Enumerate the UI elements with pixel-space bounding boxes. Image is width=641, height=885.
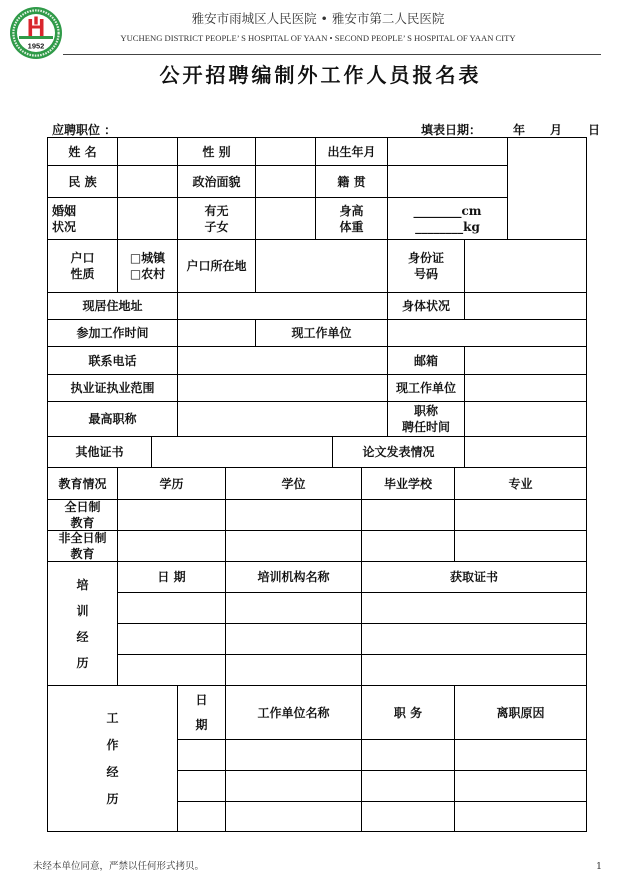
training-cell [362,593,587,624]
hukou-type-label: 户口 性质 [48,240,118,293]
marital-status-label: 婚姻 状况 [48,198,118,240]
full-time-education-label: 全日制 教育 [48,500,118,531]
logo-year: 1952 [27,41,45,51]
education-cell [362,500,455,531]
native-place-field [388,166,508,198]
work-cell [226,802,362,832]
position-label: 应聘职位 ： [52,123,117,137]
papers-field [465,437,587,468]
title-date-label: 职称 聘任时间 [388,402,465,437]
other-certs-label: 其他证书 [48,437,152,468]
training-cell [362,624,587,655]
education-label: 教育情况 [48,468,118,500]
work-cell [226,771,362,802]
name-label: 姓 名 [48,138,118,166]
top-title-field [178,402,388,437]
training-cell [118,593,226,624]
health-field [465,293,587,320]
hospital-name-chinese: 雅安市雨城区人民医院 • 雅安市第二人民医院 [191,11,445,26]
birth-date-label: 出生年月 [316,138,388,166]
education-cell [118,531,226,562]
training-cell [118,624,226,655]
children-field [256,198,316,240]
id-number-field [465,240,587,293]
application-form-table [47,137,587,832]
month-label: 月 [550,123,563,137]
education-col-school: 毕业学校 [362,468,455,500]
education-cell [455,500,587,531]
work-cell [455,771,587,802]
page-number: 1 [596,861,603,872]
phone-field [178,347,388,375]
work-start-label: 参加工作时间 [48,320,178,347]
training-cell [118,655,226,686]
training-cell [226,593,362,624]
height-weight-label: 身高 体重 [316,198,388,240]
hukou-location-label: 户口所在地 [178,240,256,293]
work-cell [178,740,226,771]
year-label: 年 [513,123,526,137]
ethnicity-label: 民 族 [48,166,118,198]
phone-label: 联系电话 [48,347,178,375]
email-field [465,347,587,375]
gender-field [256,138,316,166]
health-label: 身体状况 [388,293,465,320]
training-cell [226,624,362,655]
header-divider [63,54,601,55]
work-cell [362,740,455,771]
gender-label: 性 别 [178,138,256,166]
training-col-date: 日 期 [118,562,226,593]
education-cell [362,531,455,562]
education-col-academic-degree: 学位 [226,468,362,500]
work-cell [226,740,362,771]
training-history-label: 培 训 经 历 [48,562,118,686]
work-cell [362,802,455,832]
work-start-field [178,320,256,347]
email-label: 邮箱 [388,347,465,375]
address-field [178,293,388,320]
birth-date-field [388,138,508,166]
work-history-label: 工 作 经 历 [48,686,178,832]
license-scope-field [178,375,388,402]
current-employer-field [388,320,587,347]
education-cell [226,500,362,531]
education-col-degree: 学历 [118,468,226,500]
work-col-employer: 工作单位名称 [226,686,362,740]
papers-label: 论文发表情况 [333,437,465,468]
work-col-leave-reason: 离职原因 [455,686,587,740]
form-title: 公开招聘编制外工作人员报名表 [159,63,482,87]
current-employer-label-2: 现工作单位 [388,375,465,402]
part-time-education-label: 非全日制 教育 [48,531,118,562]
work-cell [455,802,587,832]
marital-status-field [118,198,178,240]
work-cell [455,740,587,771]
political-status-field [256,166,316,198]
education-cell [226,531,362,562]
address-label: 现居住地址 [48,293,178,320]
current-employer-field-2 [465,375,587,402]
work-cell [362,771,455,802]
license-scope-label: 执业证执业范围 [48,375,178,402]
training-cell [362,655,587,686]
training-col-certificate: 获取证书 [362,562,587,593]
photo-cell [508,138,587,240]
training-cell [226,655,362,686]
training-col-institution: 培训机构名称 [226,562,362,593]
work-col-date: 日 期 [178,686,226,740]
hukou-type-checkboxes: □城镇 □农村 [118,240,178,293]
work-cell [178,802,226,832]
education-cell [118,500,226,531]
title-date-field [465,402,587,437]
work-col-position: 职 务 [362,686,455,740]
children-label: 有无 子女 [178,198,256,240]
political-status-label: 政治面貌 [178,166,256,198]
native-place-label: 籍 贯 [316,166,388,198]
hukou-location-field [256,240,388,293]
day-label: 日 [588,123,601,137]
copyright-note: 未经本单位同意，严禁以任何形式拷贝。 [33,861,205,872]
other-certs-field [152,437,333,468]
education-col-major: 专业 [455,468,587,500]
ethnicity-field [118,166,178,198]
hospital-logo [9,6,63,60]
name-field [118,138,178,166]
fill-date-label: 填表日期： [421,123,482,137]
hospital-name-english: YUCHENG DISTRICT PEOPLE’ S HOSPITAL OF YAAN • SECOND PEOPLE’ S HOSPITAL OF YAAN CITY [120,33,516,43]
work-cell [178,771,226,802]
logo-band [19,36,53,39]
current-employer-label: 现工作单位 [256,320,388,347]
id-number-label: 身份证 号码 [388,240,465,293]
height-weight-field: ________cm ________kg [388,198,508,240]
top-title-label: 最高职称 [48,402,178,437]
education-cell [455,531,587,562]
